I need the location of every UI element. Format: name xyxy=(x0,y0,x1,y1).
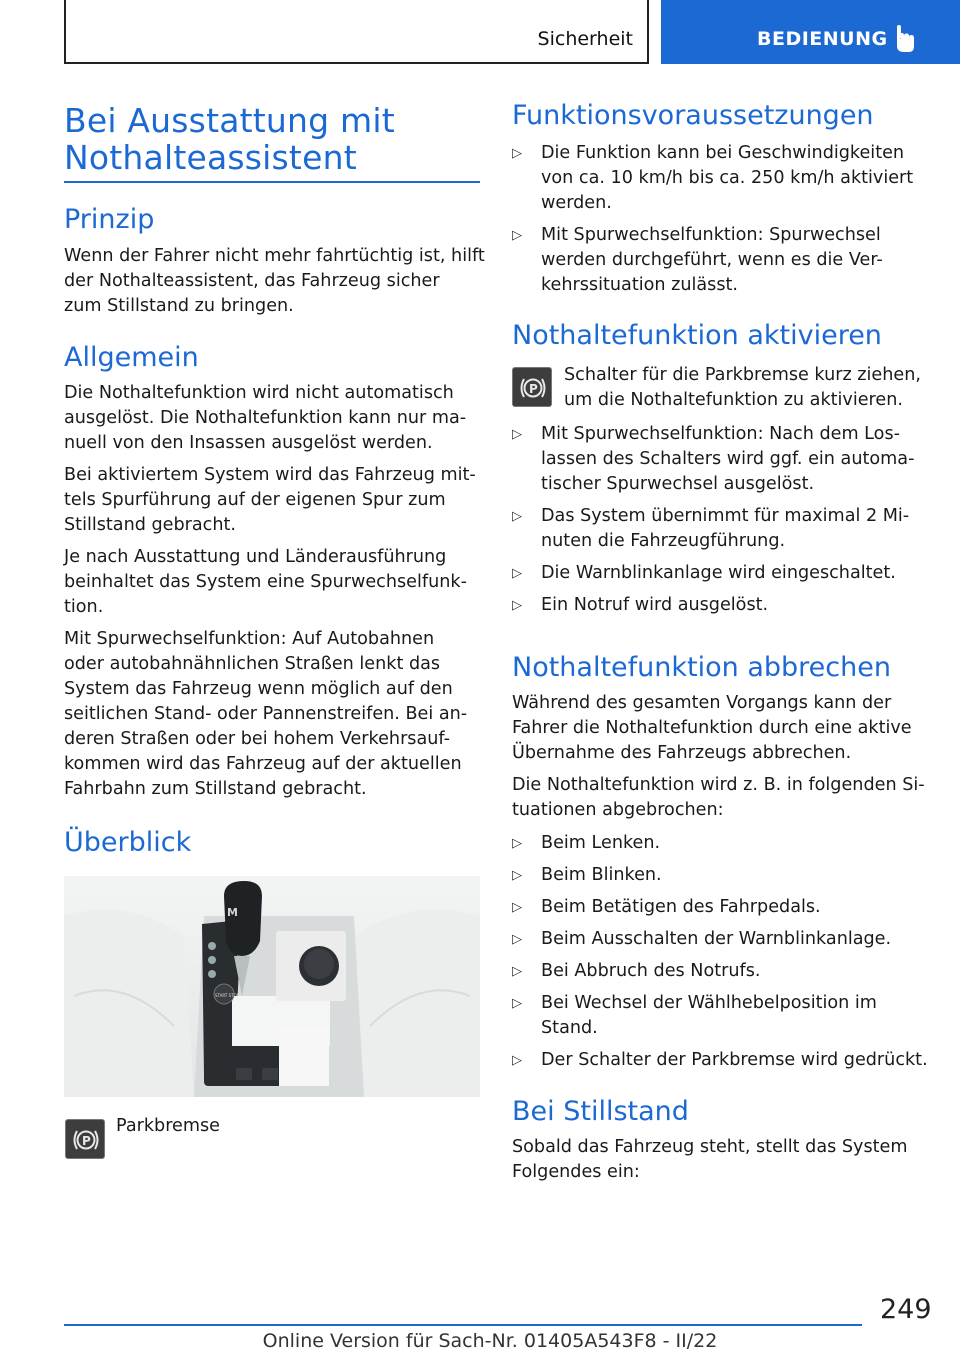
list-item-text: Der Schalter der Parkbremse wird gedrückt. xyxy=(541,1050,928,1070)
aktivieren-icon-text-2: um die Nothaltefunktion zu aktivieren. xyxy=(564,390,903,410)
bullet-triangle-icon: ▷ xyxy=(512,932,522,947)
allgemein-p1-line-2: ausgelöst. Die Nothaltefunktion kann nur ma- xyxy=(64,408,467,428)
list-item-text: Beim Ausschalten der Warnblinkanlage. xyxy=(541,929,892,949)
list-item-text: Das System übernimmt für maximal 2 Mi- xyxy=(541,506,910,526)
list-item xyxy=(512,895,928,920)
bullet-triangle-icon: ▷ xyxy=(512,146,522,161)
list-item-text: Mit Spurwechselfunktion: Spurwechsel xyxy=(541,225,881,245)
list-item xyxy=(512,561,928,586)
stillstand-line-1: Sobald das Fahrzeug steht, stellt das System xyxy=(512,1137,908,1157)
list-item-text: Bei Wechsel der Wählhebelposition im xyxy=(541,993,877,1013)
list-item-text: lassen des Schalters wird ggf. ein automa- xyxy=(541,449,915,469)
list-item-text: werden durchgeführt, wenn es die Ver- xyxy=(541,250,883,270)
allgemein-p2-line-3: Stillstand gebracht. xyxy=(64,515,236,535)
allgemein-p2-line-1: Bei aktiviertem System wird das Fahrzeug mit- xyxy=(64,465,476,485)
list-item xyxy=(512,959,928,984)
allgemein-p4-line-2: oder autobahnähnlichen Straßen lenkt das xyxy=(64,654,441,674)
allgemein-p3-line-3: tion. xyxy=(64,597,104,617)
heading-prinzip: Prinzip xyxy=(64,204,155,235)
bullet-triangle-icon: ▷ xyxy=(512,1053,522,1068)
allgemein-p4-line-7: Fahrbahn zum Stillstand gebracht. xyxy=(64,779,367,799)
allgemein-p4-line-5: deren Straßen oder bei hohem Verkehrsauf- xyxy=(64,729,450,749)
hand-pointer-icon xyxy=(894,24,916,54)
stillstand-line-2: Folgendes ein: xyxy=(512,1162,640,1182)
list-item-text: werden. xyxy=(541,193,612,213)
prinzip-line-3: zum Stillstand zu bringen. xyxy=(64,296,294,316)
heading-funktionsvoraussetzungen: Funktionsvoraussetzungen xyxy=(512,100,874,131)
list-item xyxy=(512,991,928,1041)
heading-bei-stillstand: Bei Stillstand xyxy=(512,1096,689,1127)
bullet-triangle-icon: ▷ xyxy=(512,964,522,979)
heading-ueberblick: Überblick xyxy=(64,827,192,858)
allgemein-p4-line-6: kommen wird das Fahrzeug auf der aktuellen xyxy=(64,754,462,774)
list-item xyxy=(512,504,928,554)
bullet-triangle-icon: ▷ xyxy=(512,509,522,524)
abbrechen-p1-line-1: Während des gesamten Vorgangs kann der xyxy=(512,693,892,713)
list-item-text: von ca. 10 km/h bis ca. 250 km/h aktiviert xyxy=(541,168,914,188)
parking-brake-icon xyxy=(65,1119,105,1159)
list-item-text: Die Funktion kann bei Geschwindigkeiten xyxy=(541,143,905,163)
abbrechen-p1-line-3: Übernahme des Fahrzeugs abbrechen. xyxy=(512,743,852,763)
bullet-triangle-icon: ▷ xyxy=(512,228,522,243)
heading-allgemein: Allgemein xyxy=(64,342,199,373)
gear-selector-badge: M xyxy=(227,906,238,919)
abbrechen-p1-line-2: Fahrer die Nothaltefunktion durch eine aktive xyxy=(512,718,912,738)
list-item xyxy=(512,223,928,298)
header-chapter-tab[interactable] xyxy=(661,0,960,64)
list-item-text: Beim Blinken. xyxy=(541,865,662,885)
list-item-text: Beim Betätigen des Fahrpedals. xyxy=(541,897,821,917)
bullet-triangle-icon: ▷ xyxy=(512,868,522,883)
main-title-line1: Bei Ausstattung mit xyxy=(64,101,395,140)
list-item-text: Ein Notruf wird ausgelöst. xyxy=(541,595,769,615)
prinzip-line-2: der Nothalteassistent, das Fahrzeug sicher xyxy=(64,271,440,291)
abbrechen-p2-line-1: Die Nothaltefunktion wird z. B. in folgenden Si- xyxy=(512,775,925,795)
bullet-triangle-icon: ▷ xyxy=(512,566,522,581)
start-stop-label: START STOP xyxy=(215,993,240,998)
allgemein-p2-line-2: tels Spurführung auf der eigenen Spur zum xyxy=(64,490,446,510)
list-item-text: Mit Spurwechselfunktion: Nach dem Los- xyxy=(541,424,900,444)
list-item xyxy=(512,927,928,952)
aktivieren-icon-text-1: Schalter für die Parkbremse kurz ziehen, xyxy=(564,365,921,385)
list-item-text: tischer Spurwechsel ausgelöst. xyxy=(541,474,815,494)
list-item-text: Bei Abbruch des Notrufs. xyxy=(541,961,761,981)
list-item xyxy=(512,863,928,888)
header-section-title: Sicherheit xyxy=(537,28,633,50)
list-item xyxy=(512,141,928,216)
allgemein-p1-line-1: Die Nothaltefunktion wird nicht automatisch xyxy=(64,383,454,403)
list-item xyxy=(512,593,928,618)
footer-divider xyxy=(64,1324,862,1326)
parkbremse-caption: Parkbremse xyxy=(116,1116,220,1136)
abbrechen-p2-line-2: tuationen abgebrochen: xyxy=(512,800,724,820)
allgemein-p4-line-1: Mit Spurwechselfunktion: Auf Autobahnen xyxy=(64,629,435,649)
svg-text:P: P xyxy=(82,1134,91,1148)
list-item-text: Die Warnblinkanlage wird eingeschaltet. xyxy=(541,563,896,583)
header-section-box xyxy=(64,0,649,64)
allgemein-p1-line-3: nuell von den Insassen ausgelöst werden. xyxy=(64,433,433,453)
bullet-triangle-icon: ▷ xyxy=(512,900,522,915)
center-console-image xyxy=(64,876,480,1097)
main-title-line2: Nothalteassistent xyxy=(64,138,357,177)
heading-nothaltefunktion-abbrechen: Nothaltefunktion abbrechen xyxy=(512,652,891,683)
list-item-text: Stand. xyxy=(541,1018,598,1038)
allgemein-p3-line-2: beinhaltet das System eine Spurwechselfunk- xyxy=(64,572,467,592)
bullet-triangle-icon: ▷ xyxy=(512,996,522,1011)
list-item-text: Beim Lenken. xyxy=(541,833,661,853)
list-item xyxy=(512,1048,942,1073)
list-item xyxy=(512,831,928,856)
parking-brake-icon xyxy=(512,367,552,407)
list-item-text: nuten die Fahrzeugführung. xyxy=(541,531,786,551)
title-divider xyxy=(64,181,480,183)
svg-text:P: P xyxy=(529,382,538,396)
header-chapter-title: BEDIENUNG xyxy=(757,28,888,50)
allgemein-p4-line-4: seitlichen Stand- oder Pannenstreifen. Bei an- xyxy=(64,704,468,724)
footer-online-version: Online Version für Sach-Nr. 01405A543F8 - II/22 xyxy=(262,1330,718,1352)
page-number: 249 xyxy=(880,1294,932,1325)
allgemein-p4-line-3: System das Fahrzeug wenn möglich auf den xyxy=(64,679,453,699)
bullet-triangle-icon: ▷ xyxy=(512,427,522,442)
allgemein-p3-line-1: Je nach Ausstattung und Länderausführung xyxy=(64,547,447,567)
list-item xyxy=(512,422,928,497)
list-item-text: kehrssituation zulässt. xyxy=(541,275,738,295)
bullet-triangle-icon: ▷ xyxy=(512,836,522,851)
heading-nothaltefunktion-aktivieren: Nothaltefunktion aktivieren xyxy=(512,320,882,351)
prinzip-line-1: Wenn der Fahrer nicht mehr fahrtüchtig ist, hilft xyxy=(64,246,485,266)
bullet-triangle-icon: ▷ xyxy=(512,598,522,613)
